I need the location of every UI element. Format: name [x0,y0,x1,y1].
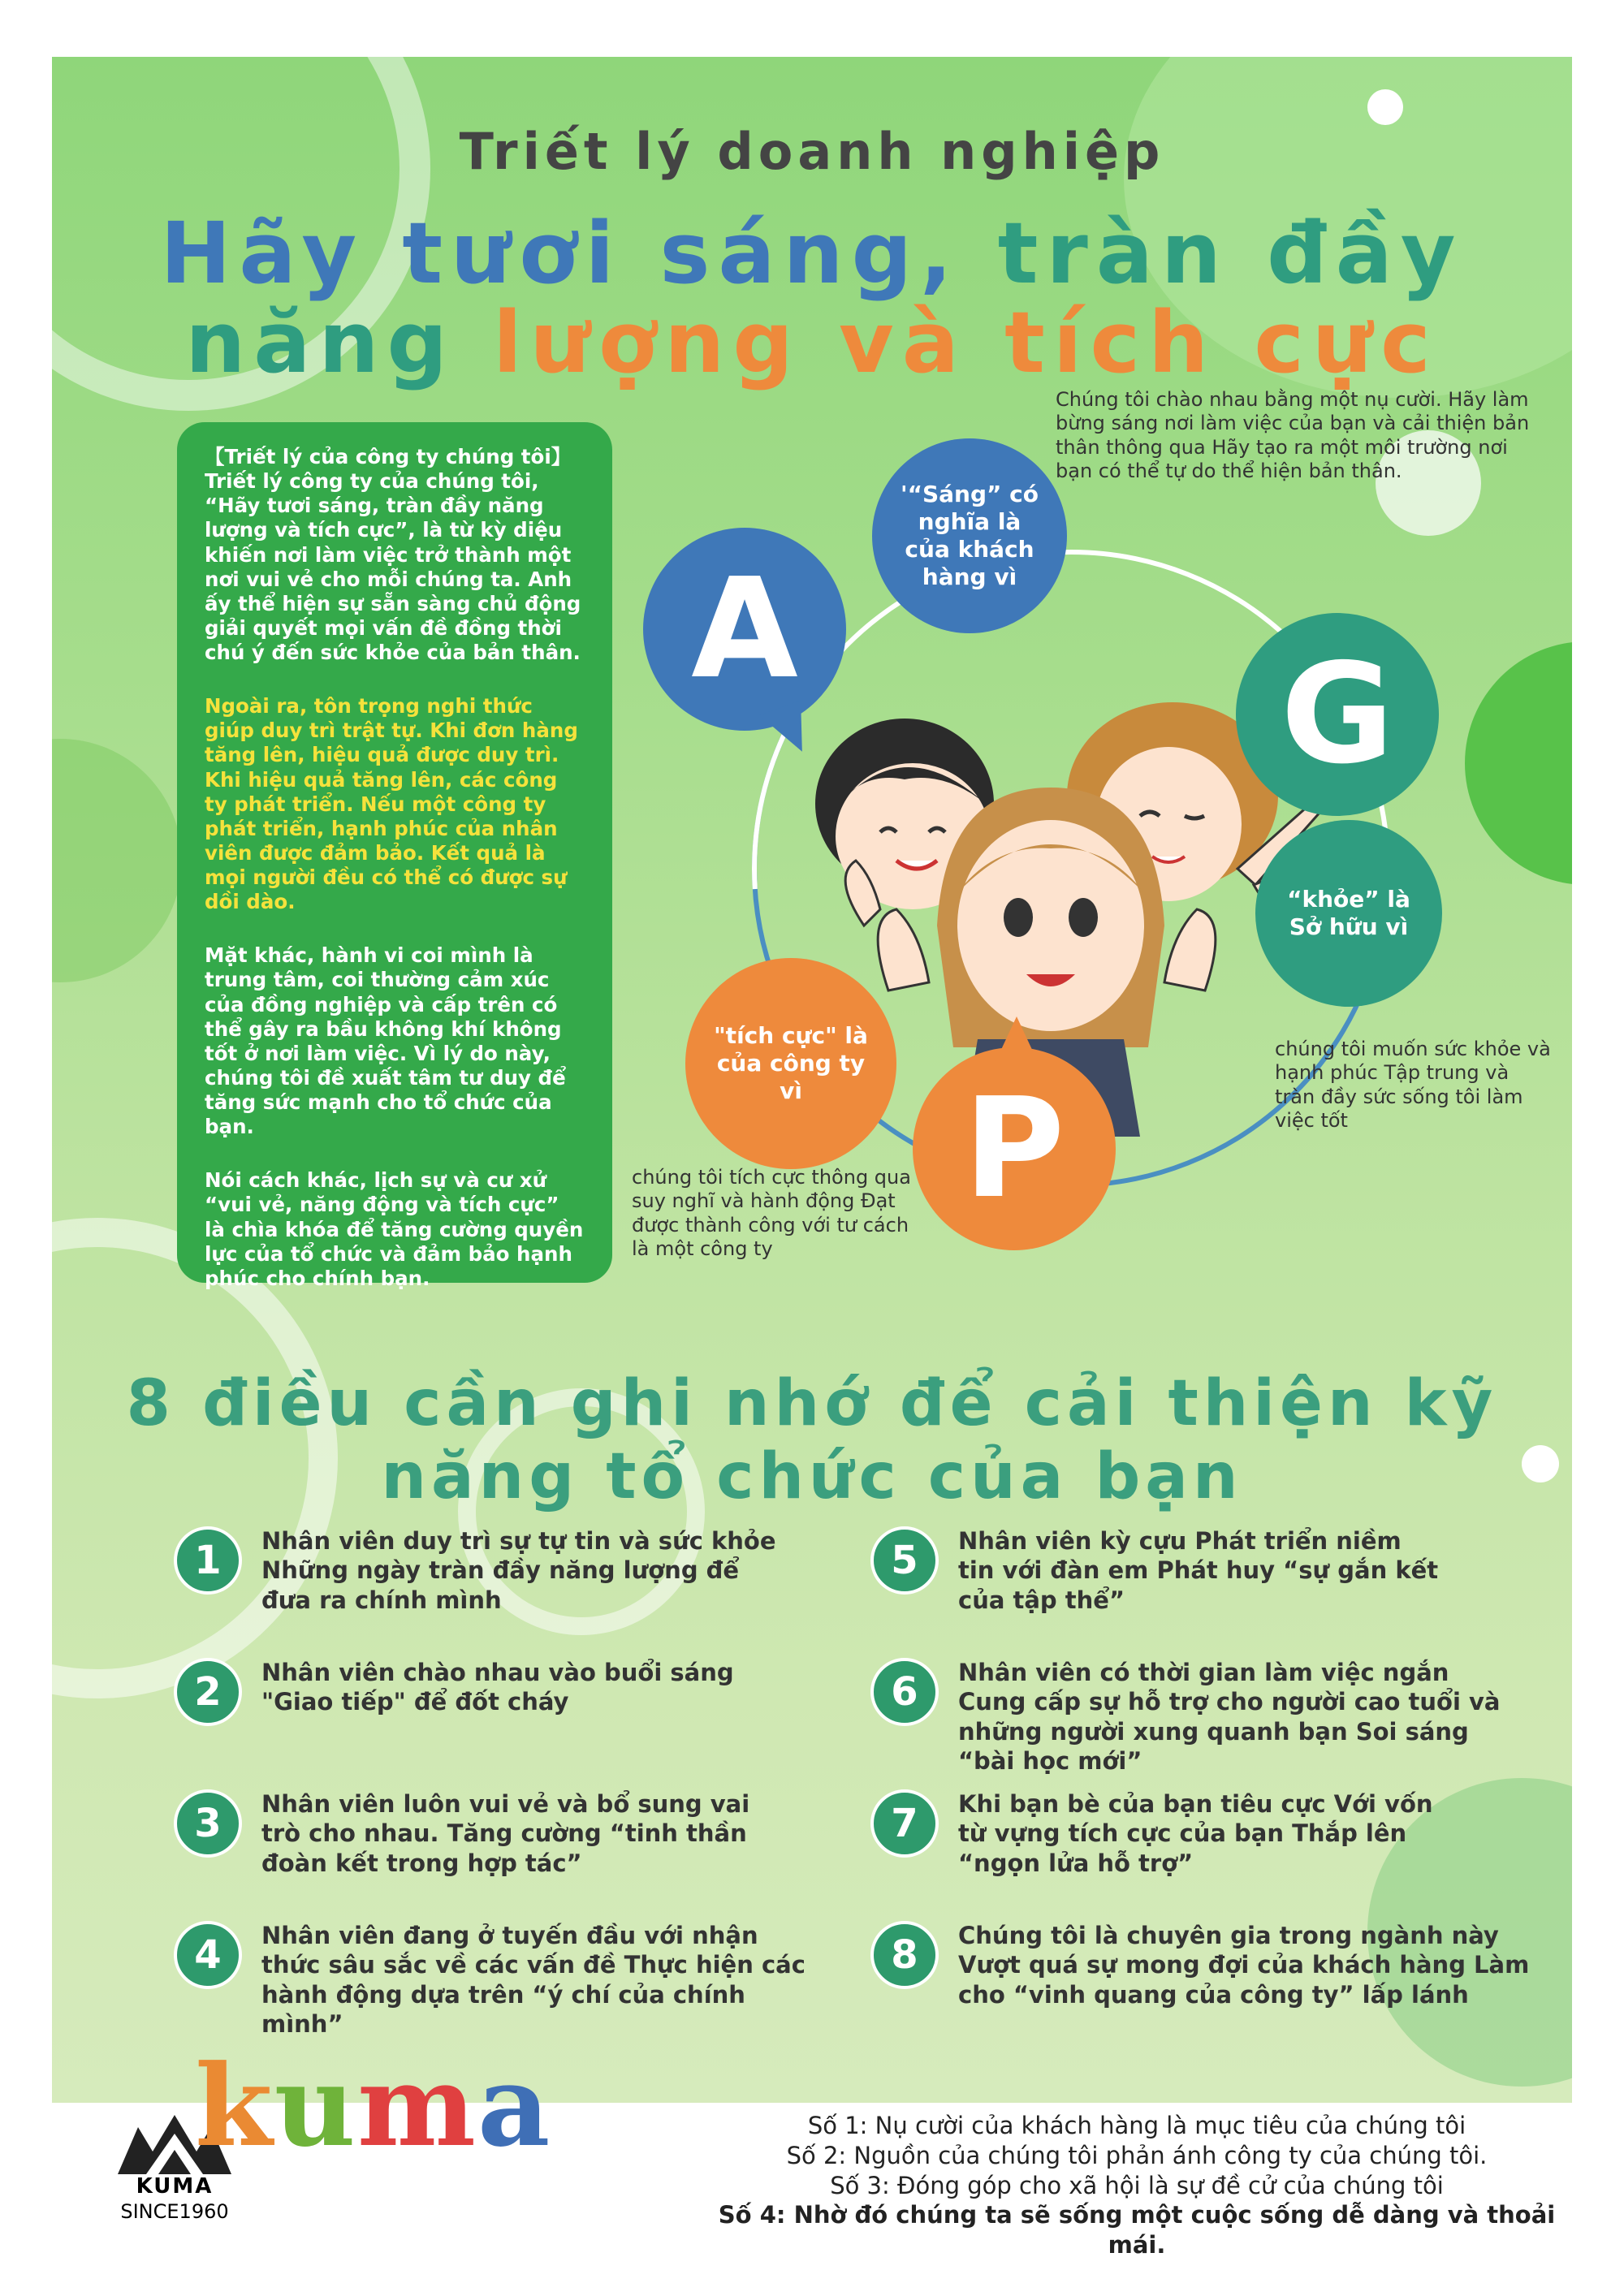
philosophy-box [177,422,612,1290]
rule-number: 5 [870,1526,939,1595]
motto-line: Số 4: Nhờ đó chúng ta sẽ sống một cuộc sống dễ dàng và thoải mái. [718,2201,1556,2259]
brand-letter-m: m [356,2039,477,2172]
rule-number: 3 [174,1789,242,1858]
motto-line: Số 2: Nguồn của chúng tôi phản ánh công ty của chúng tôi. [786,2141,1488,2169]
rule-item-8 [870,1921,1553,2009]
rule-item-5 [870,1526,1553,1615]
philosophy-heading: 【Triết lý của công ty chúng tôi】 [205,445,572,468]
bubble-p [685,958,896,1169]
rule-item-3 [174,1789,791,1878]
page-subtitle: Triết lý doanh nghiệp [459,122,1165,181]
letter-g-circle [1236,613,1439,816]
rule-item-7 [870,1789,1553,1878]
logo-since-text: SINCE1960 [120,2200,229,2223]
motto-block [698,2111,1575,2260]
motto-line: Số 1: Nụ cười của khách hàng là mục tiêu của chúng tôi [807,2112,1466,2139]
headline-line1 [52,204,1572,303]
deco-circle [1367,89,1403,125]
bubble-g-text: “khỏe” là Sở hữu vì [1287,885,1410,940]
rule-item-1 [174,1526,791,1615]
headline-part-blue: Hãy tươi sáng, [160,204,961,303]
philosophy-paragraph-highlight: Ngoài ra, tôn trọng nghi thức giúp duy trì trật tự. Khi đơn hàng tăng lên, hiệu quả được duy trì. Khi hiệu quả tăng lên, các công ty phát triển. Nếu một công ty phát triển, hạnh phúc của nhân viên được đảm bảo. Kết quả là mọi người đều có thể có được sự dồi dào. [205,694,578,914]
philosophy-paragraph: Nói cách khác, lịch sự và cư xử “vui vẻ, năng động và tích cực” là chìa khóa để tăng cường quyền lực của tổ chức và đảm bảo hạnh phúc cho chính bạn. [205,1168,584,1290]
headline-part-teal: năng [185,293,456,392]
rule-number: 7 [870,1789,939,1858]
brand-letter-a: a [477,2039,552,2172]
rule-text: Nhân viên kỳ cựu Phát triển niềm tin với đàn em Phát huy “sự gắn kết của tập thể” [958,1527,1439,1614]
brand-letter-u: u [274,2039,357,2172]
headline-part-orange: lượng và tích cực [493,293,1439,392]
rule-text: Khi bạn bè của bạn tiêu cực Với vốn từ vựng tích cực của bạn Thắp lên “ngọn lửa hỗ trợ” [958,1790,1433,1877]
deco-circle [52,739,182,982]
letter-a: A [691,549,798,710]
letter-p-tail [994,1016,1039,1065]
kuma-brand-wordmark [195,2039,552,2172]
rule-number: 6 [870,1658,939,1726]
rule-item-6 [870,1658,1553,1776]
letter-a-circle [643,528,846,731]
note-p: chúng tôi tích cực thông qua suy nghĩ và hành động Đạt được thành công với tư cách là một công ty [632,1166,911,1260]
rule-text: Nhân viên luôn vui vẻ và bổ sung vai trò cho nhau. Tăng cường “tinh thần đoàn kết trong hợp tác” [261,1790,750,1877]
motto-line: Số 3: Đóng góp cho xã hội là sự đề cử của chúng tôi [830,2171,1444,2199]
brand-letter-k: k [195,2039,274,2172]
rules-title-line2: năng tổ chức của bạn [381,1440,1243,1513]
poster [52,57,1572,2103]
rule-text: Nhân viên đang ở tuyến đầu với nhận thức sâu sắc về các vấn đề Thực hiện các hành động dựa trên “ý chí của chính mình” [261,1922,806,2038]
bubble-a-text: '“Sáng” có nghĩa là của khách hàng vì [901,480,1039,591]
rule-item-4 [174,1921,807,2039]
rule-number: 1 [174,1526,242,1595]
letter-g: G [1281,634,1394,795]
rule-item-2 [174,1658,791,1726]
rule-text: Nhân viên có thời gian làm việc ngắn Cung cấp sự hỗ trợ cho người cao tuổi và những người xung quanh bạn Soi sáng “bài học mới” [958,1659,1501,1775]
headline-line2 [52,293,1572,392]
philosophy-paragraph: Mặt khác, hành vi coi mình là trung tâm, coi thường cảm xúc của đồng nghiệp và cấp trên có thể gây ra bầu không khí không tốt ở nơi làm việc. Vì lý do này, chúng tôi đề xuất tâm tư duy để tăng sức mạnh cho tổ chức của bạn. [205,943,566,1139]
letter-p-circle [913,1047,1116,1250]
letter-p: P [963,1068,1065,1229]
rule-text: Chúng tôi là chuyên gia trong ngành này Vượt quá sự mong đợi của khách hàng Làm cho “vinh quang của công ty” lấp lánh [958,1922,1530,2009]
rule-number: 8 [870,1921,939,1989]
headline-part-teal: tràn đầy [997,204,1464,303]
bubble-g [1255,820,1442,1007]
rule-number: 2 [174,1658,242,1726]
bubble-p-text: "tích cực" là của công ty vì [714,1021,868,1105]
note-a: Chúng tôi chào nhau bằng một nụ cười. Hãy làm bừng sáng nơi làm việc của bạn và cải thiện bản thân thông qua Hãy tạo ra một môi trường nơi bạn có thể tự do thể hiện bản thân. [1056,388,1530,482]
rule-number: 4 [174,1921,242,1989]
note-g: chúng tôi muốn sức khỏe và hạnh phúc Tập trung và tràn đầy sức sống tôi làm việc tốt [1275,1038,1551,1132]
logo-small-text: KUMA [136,2174,214,2199]
philosophy-paragraph: Triết lý công ty của chúng tôi, “Hãy tươi sáng, tràn đầy năng lượng và tích cực”, là từ kỳ diệu khiến nơi làm việc trở thành một nơi vui vẻ cho mỗi chúng ta. Anh ấy thể hiện sự sẵn sàng chủ động giải quyết mọi vấn đề đồng thời chú ý đến sức khỏe của bản thân. [205,469,581,664]
rule-text: Nhân viên chào nhau vào buổi sáng "Giao tiếp" để đốt cháy [261,1659,734,1716]
rules-title-line1: 8 điều cần ghi nhớ để cải thiện kỹ [126,1367,1498,1440]
rule-text: Nhân viên duy trì sự tự tin và sức khỏe Những ngày tràn đầy năng lượng để đưa ra chính mình [261,1527,776,1614]
bubble-a [872,438,1067,633]
